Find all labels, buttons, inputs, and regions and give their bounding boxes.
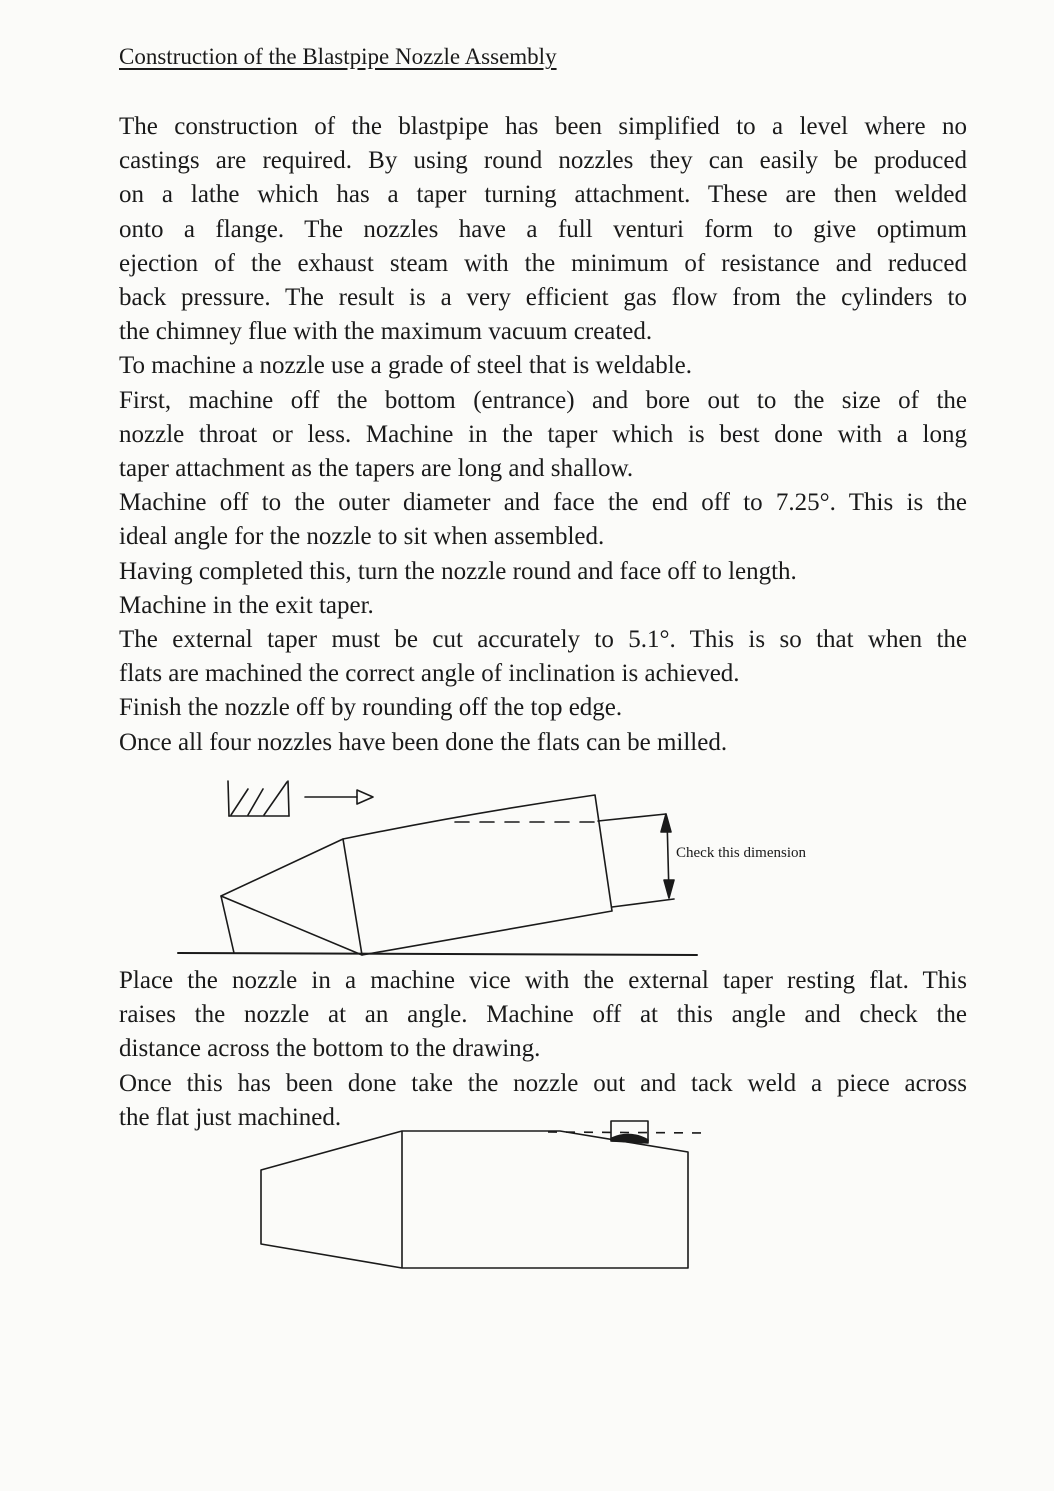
text-line: Machine in the exit taper. <box>119 591 374 619</box>
vice-hatch-icon <box>228 781 289 816</box>
dimension-arrow-icon <box>661 814 674 898</box>
text-line: back pressure. The result is a very efficient gas flow from the cylinders to <box>119 284 967 312</box>
text-line: ejection of the exhaust steam with the minimum of resistance and reduced <box>119 249 967 277</box>
instructions-text <box>119 110 967 760</box>
dimension-label: Check this dimension <box>676 845 806 861</box>
text-line: on a lathe which has a taper turning attachment. These are then welded <box>119 181 967 209</box>
text-line: The external taper must be cut accurately to 5.1°. This is so that when the <box>119 626 967 654</box>
vice-base-line <box>178 953 697 955</box>
text-line: castings are required. By using round nozzles they can easily be produced <box>119 147 967 175</box>
nozzle-vice-diagram <box>0 770 1054 970</box>
text-line: First, machine off the bottom (entrance) and bore out to the size of the <box>119 386 967 414</box>
extension-line <box>612 899 674 907</box>
text-line: ideal angle for the nozzle to sit when assembled. <box>119 523 605 551</box>
nozzle-outline <box>221 795 612 955</box>
extension-line <box>598 814 666 821</box>
text-line: To machine a nozzle use a grade of steel that is weldable. <box>119 352 693 380</box>
text-line: Machine off to the outer diameter and face the end off to 7.25°. This is the <box>119 489 967 517</box>
cut-line <box>548 1132 710 1133</box>
page-title: Construction of the Blastpipe Nozzle Assembly <box>119 44 557 69</box>
tack-weld-diagram <box>0 1110 1054 1280</box>
text-line: the flat just machined. <box>119 1103 342 1131</box>
text-line: raises the nozzle at an angle. Machine off at this angle and check the <box>119 1001 967 1029</box>
text-line: Having completed this, turn the nozzle round and face off to length. <box>119 557 797 585</box>
text-line: Finish the nozzle off by rounding off the top edge. <box>119 694 623 722</box>
feed-arrow-icon <box>305 790 373 804</box>
text-line: distance across the bottom to the drawing. <box>119 1035 541 1063</box>
text-line: The construction of the blastpipe has been simplified to a level where no <box>119 113 967 140</box>
text-line: onto a flange. The nozzles have a full venturi form to give optimum <box>119 215 967 243</box>
text-line: the chimney flue with the maximum vacuum created. <box>119 318 653 346</box>
text-line: taper attachment as the tapers are long and shallow. <box>119 455 634 483</box>
text-line: nozzle throat or less. Machine in the taper which is best done with a long <box>119 420 967 448</box>
nozzle-outline <box>261 1131 688 1268</box>
text-line: Once all four nozzles have been done the flats can be milled. <box>119 728 728 756</box>
text-line: Place the nozzle in a machine vice with the external taper resting flat. This <box>119 967 967 994</box>
text-line: Once this has been done take the nozzle out and tack weld a piece across <box>119 1069 967 1097</box>
text-line: flats are machined the correct angle of inclination is achieved. <box>119 660 740 688</box>
